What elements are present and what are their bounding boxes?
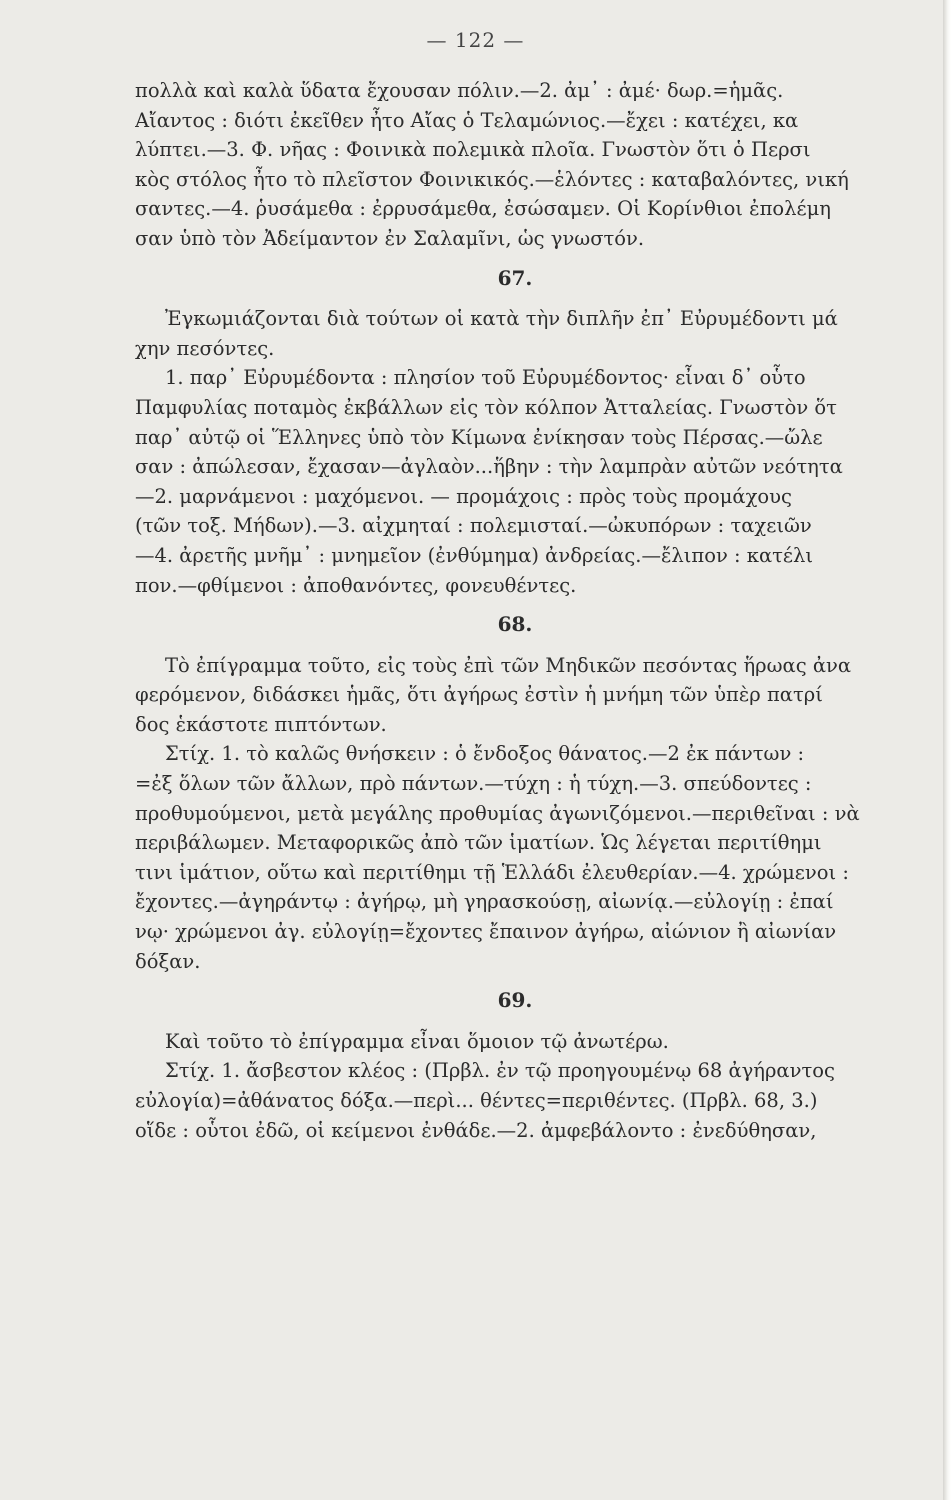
text-line: σαντες.—4. ῥυσάμεθα : ἐρρυσάμεθα, ἐσώσαμεν. Οἱ Κορίνθιοι ἐπολέμη bbox=[135, 197, 831, 221]
section-heading: 69. bbox=[497, 988, 533, 1013]
text-line: χην πεσόντες. bbox=[135, 336, 275, 360]
text-line: =ἐξ ὅλων τῶν ἄλλων, πρὸ πάντων.—τύχη : ἡ τύχη.—3. σπεύδοντες : bbox=[135, 772, 812, 796]
text-line: δος ἑκάστοτε πιπτόντων. bbox=[135, 712, 387, 736]
text-line: 1. παρ᾽ Εὐρυμέδοντα : πλησίον τοῦ Εὐρυμέδοντος· εἶναι δ᾽ οὗτο bbox=[165, 366, 806, 390]
text-line: προθυμούμενοι, μετὰ μεγάλης προθυμίας ἀγωνιζόμενοι.—περιθεῖναι : νὰ bbox=[135, 801, 860, 825]
text-line: σαν ὑπὸ τὸν Ἀδείμαντον ἐν Σαλαμῖνι, ὡς γνωστόν. bbox=[135, 226, 645, 250]
text-line: σαν : ἀπώλεσαν, ἔχασαν—ἀγλαὸν...ἥβην : τὴν λαμπρὰν αὐτῶν νεότητα bbox=[135, 455, 843, 479]
text-line: φερόμενον, διδάσκει ἡμᾶς, ὅτι ἀγήρως ἐστὶν ἡ μνήμη τῶν ὑπὲρ πατρί bbox=[135, 683, 823, 707]
text-line: δόξαν. bbox=[135, 949, 201, 973]
text-line: Αἴαντος : διότι ἐκεῖθεν ἦτο Αἴας ὁ Τελαμώνιος.—ἔχει : κατέχει, κα bbox=[135, 108, 799, 132]
text-line: Καὶ τοῦτο τὸ ἐπίγραμμα εἶναι ὅμοιον τῷ ἀνωτέρω. bbox=[165, 1029, 669, 1053]
text-line: —2. μαρνάμενοι : μαχόμενοι. — προμάχοις : πρὸς τοὺς προμάχους bbox=[135, 484, 792, 508]
text-line: λύπτει.—3. Φ. νῆας : Φοινικὰ πολεμικὰ πλοῖα. Γνωστὸν ὅτι ὁ Περσι bbox=[135, 138, 811, 162]
text-line: παρ᾽ αὐτῷ οἱ Ἕλληνες ὑπὸ τὸν Κίμωνα ἐνίκησαν τοὺς Πέρσας.—ὤλε bbox=[135, 425, 823, 449]
text-line: (τῶν τοξ. Μήδων).—3. αἰχμηταί : πολεμισταί.—ὠκυπόρων : ταχειῶν bbox=[135, 514, 812, 538]
page-number: — 122 — bbox=[426, 28, 525, 52]
section-67 bbox=[135, 264, 935, 601]
text-line: Τὸ ἐπίγραμμα τοῦτο, εἰς τοὺς ἐπὶ τῶν Μηδικῶν πεσόντας ἥρωας ἀνα bbox=[165, 653, 852, 677]
page-edge bbox=[943, 0, 951, 1500]
text-line: ἔχοντες.—ἀγηράντῳ : ἀγήρῳ, μὴ γηρασκούσῃ, αἰωνίᾳ.—εὐλογίῃ : ἐπαί bbox=[135, 890, 834, 914]
text-line: πον.—φθίμενοι : ἀποθανόντες, φονευθέντες. bbox=[135, 573, 577, 597]
text-line: οἵδε : οὗτοι ἐδῶ, οἱ κείμενοι ἐνθάδε.—2. ἀμφεβάλοντο : ἐνεδύθησαν, bbox=[135, 1118, 817, 1142]
text-line: κὸς στόλος ἦτο τὸ πλεῖστον Φοινικικός.—ἑλόντες : καταβαλόντες, νική bbox=[135, 167, 849, 191]
page-body bbox=[135, 76, 935, 1145]
section-heading: 68. bbox=[497, 612, 533, 637]
text-line: Ἐγκωμιάζονται διὰ τούτων οἱ κατὰ τὴν διπλῆν ἐπ᾽ Εὐρυμέδοντι μά bbox=[165, 307, 838, 331]
text-line: εὐλογία)=ἀθάνατος δόξα.—περὶ... θέντες=περιθέντες. (Πρβλ. 68, 3.) bbox=[135, 1089, 818, 1112]
text-line: πολλὰ καὶ καλὰ ὕδατα ἔχουσαν πόλιν.—2. ἀμ᾽ : ἀμέ· δωρ.=ἡμᾶς. bbox=[135, 79, 784, 102]
text-line: —4. ἀρετῆς μνῆμ᾽ : μνημεῖον (ἐνθύμημα) ἀνδρείας.—ἔλιπον : κατέλι bbox=[135, 543, 814, 567]
text-line: νῳ· χρώμενοι ἀγ. εὐλογίῃ=ἔχοντες ἔπαινον ἀγήρω, αἰώνιον ἢ αἰωνίαν bbox=[135, 920, 837, 944]
section-69 bbox=[135, 986, 935, 1145]
text-line: Στίχ. 1. ἄσβεστον κλέος : (Πρβλ. ἐν τῷ προηγουμένῳ 68 ἀγήραντος bbox=[165, 1059, 835, 1083]
section-68 bbox=[135, 610, 935, 976]
text-line: Παμφυλίας ποταμὸς ἐκβάλλων εἰς τὸν κόλπον Ἀτταλείας. Γνωστὸν ὅτ bbox=[135, 395, 837, 419]
text-line: τινι ἱμάτιον, οὕτω καὶ περιτίθημι τῇ Ἑλλάδι ἐλευθερίαν.—4. χρώμενοι : bbox=[135, 860, 849, 884]
section-continuation bbox=[135, 76, 935, 254]
section-heading: 67. bbox=[497, 265, 533, 290]
text-line: Στίχ. 1. τὸ καλῶς θνήσκειν : ὁ ἔνδοξος θάνατος.—2 ἐκ πάντων : bbox=[165, 742, 805, 766]
text-line: περιβάλωμεν. Μεταφορικῶς ἀπὸ τῶν ἱματίων. Ὡς λέγεται περιτίθημι bbox=[135, 831, 822, 855]
